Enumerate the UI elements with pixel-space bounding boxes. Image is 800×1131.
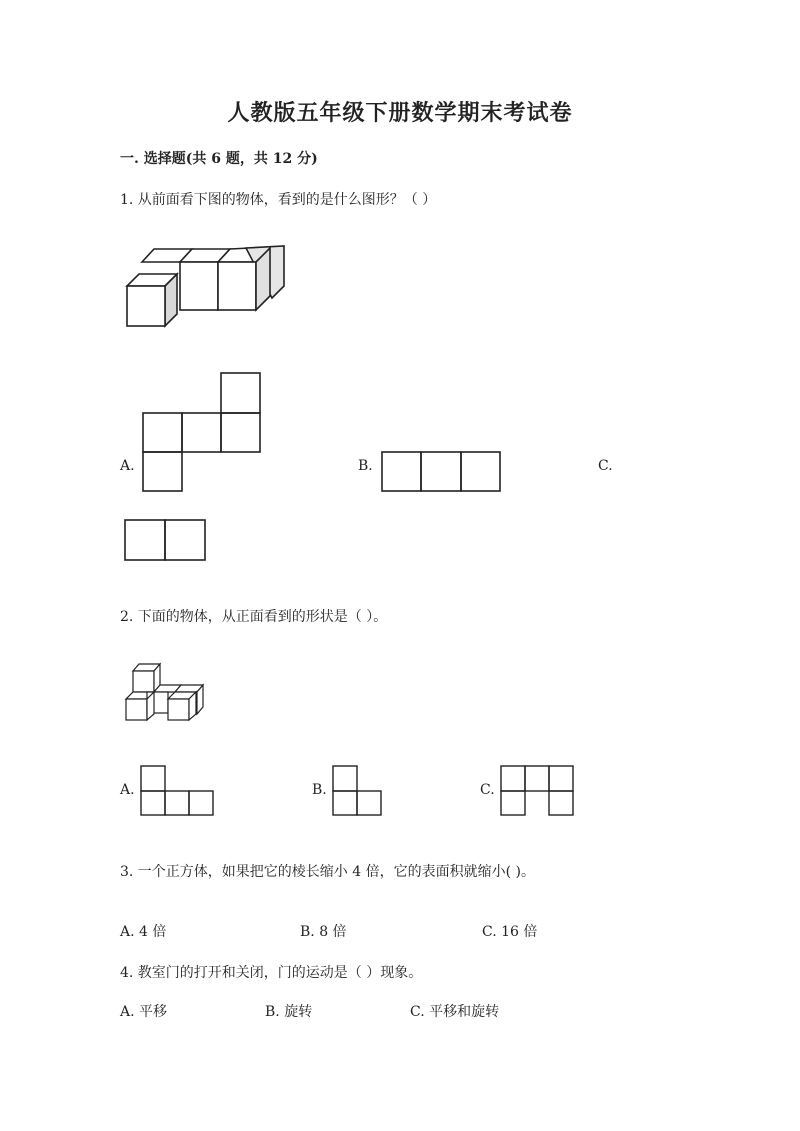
q2-option-c-figure[interactable] xyxy=(501,766,577,818)
question-3-text: 3. 一个正方体，如果把它的棱长缩小 4 倍，它的表面积就缩小( )。 xyxy=(120,864,535,880)
q1-option-c-figure[interactable] xyxy=(125,520,207,562)
q3-option-c[interactable]: C. 16 倍 xyxy=(482,924,538,940)
question-1-text: 1. 从前面看下图的物体，看到的是什么图形？（ ） xyxy=(120,192,437,208)
question-4-text: 4. 教室门的打开和关闭，门的运动是（ ）现象。 xyxy=(120,965,423,981)
q4-option-a[interactable]: A. 平移 xyxy=(120,1004,168,1020)
section-heading: 一. 选择题(共 6 题，共 12 分) xyxy=(120,151,318,167)
q2-option-b-figure[interactable] xyxy=(333,766,385,818)
q3-option-b[interactable]: B. 8 倍 xyxy=(300,924,347,940)
q1-solid-figure xyxy=(120,240,290,330)
q1-option-c-label[interactable]: C. xyxy=(598,458,613,474)
page-title: 人教版五年级下册数学期末考试卷 xyxy=(227,100,573,126)
q1-option-a-label[interactable]: A. xyxy=(120,458,135,474)
q4-option-b[interactable]: B. 旋转 xyxy=(265,1004,313,1020)
q2-solid-figure xyxy=(124,662,206,724)
q4-option-c[interactable]: C. 平移和旋转 xyxy=(410,1004,500,1020)
q2-option-c-label[interactable]: C. xyxy=(480,782,495,798)
q1-option-b-label[interactable]: B. xyxy=(358,458,373,474)
q3-option-a[interactable]: A. 4 倍 xyxy=(120,924,167,940)
q2-option-b-label[interactable]: B. xyxy=(312,782,327,798)
q2-option-a-figure[interactable] xyxy=(141,766,217,818)
question-2-text: 2. 下面的物体，从正面看到的形状是（ ）。 xyxy=(120,609,388,625)
q1-option-a-figure[interactable] xyxy=(143,373,263,493)
q2-option-a-label[interactable]: A. xyxy=(120,782,135,798)
q1-option-b-figure[interactable] xyxy=(382,452,502,494)
